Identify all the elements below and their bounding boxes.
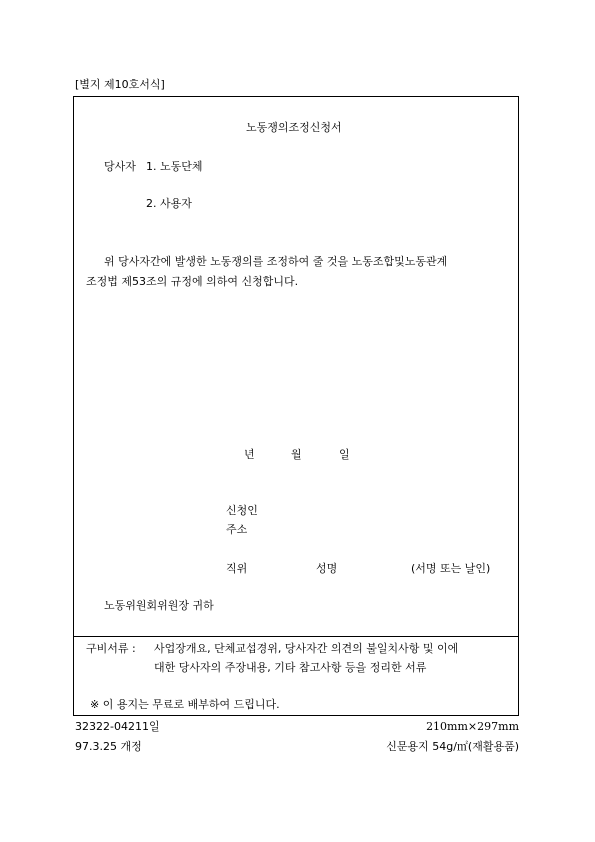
recipient: 노동위원회위원장 귀하 <box>104 599 214 612</box>
date-month: 월 <box>291 448 302 461</box>
attachments-line-2: 대한 당사자의 주장내용, 기타 참고사항 등을 정리한 서류 <box>154 661 427 674</box>
paper-type: 신문용지 54g/㎡(재활용품) <box>386 740 519 753</box>
paper-size: 210mm×297mm <box>426 720 519 733</box>
party-labor-union: 1. 노동단체 <box>146 160 203 173</box>
date-year: 년 <box>244 448 255 461</box>
address-label: 주소 <box>226 523 248 536</box>
section-divider <box>73 636 519 637</box>
body-text-line-2: 조정법 제53조의 규정에 의하여 신청합니다. <box>86 275 299 288</box>
name-label: 성명 <box>316 562 338 575</box>
form-number-label: [별지 제10호서식] <box>75 78 165 91</box>
form-title: 노동쟁의조정신청서 <box>246 121 342 134</box>
signature-label: (서명 또는 날인) <box>411 562 491 575</box>
applicant-label: 신청인 <box>226 504 258 517</box>
position-label: 직위 <box>226 562 248 575</box>
parties-label: 당사자 <box>104 160 136 173</box>
attachments-line-1: 사업장개요, 단체교섭경위, 당사자간 의견의 불일치사항 및 이에 <box>154 642 459 655</box>
party-employer: 2. 사용자 <box>146 197 192 210</box>
body-text-line-1: 위 당사자간에 발생한 노동쟁의를 조정하여 줄 것을 노동조합및노동관계 <box>104 255 448 268</box>
revision-date: 97.3.25 개정 <box>75 740 142 753</box>
attachments-label: 구비서류 : <box>86 642 136 655</box>
free-distribution-notice: ※ 이 용지는 무료로 배부하여 드립니다. <box>90 698 280 711</box>
form-code: 32322-04211일 <box>75 720 160 733</box>
application-form <box>73 96 519 716</box>
date-day: 일 <box>339 448 350 461</box>
